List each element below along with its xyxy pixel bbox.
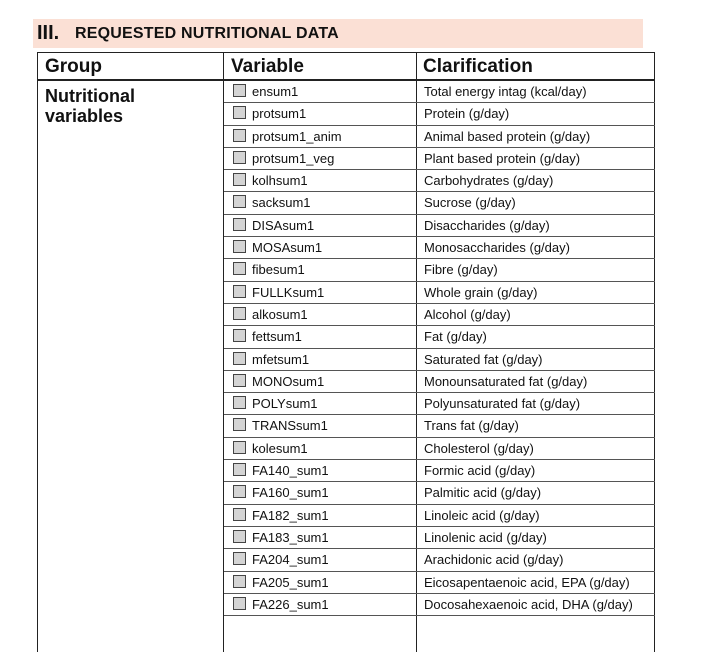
clarification-text: Eicosapentaenoic acid, EPA (g/day) <box>424 574 630 590</box>
table-row <box>224 326 655 348</box>
variable-name: mfetsum1 <box>252 351 310 367</box>
table-row <box>224 460 655 482</box>
variable-name: fettsum1 <box>252 329 302 345</box>
checkbox[interactable] <box>233 262 246 275</box>
variable-name: MONOsum1 <box>252 373 325 389</box>
checkbox[interactable] <box>233 307 246 320</box>
clarification-text: Carbohydrates (g/day) <box>424 173 554 189</box>
table-row <box>224 170 655 192</box>
table-row <box>224 103 655 125</box>
table-row <box>224 192 655 214</box>
variable-name: kolesum1 <box>252 440 308 456</box>
table-row <box>224 81 655 103</box>
table-row <box>224 126 655 148</box>
clarification-text: Plant based protein (g/day) <box>424 150 581 166</box>
table-row <box>224 393 655 415</box>
clarification-text: Cholesterol (g/day) <box>424 440 534 456</box>
table-row <box>224 282 655 304</box>
header-clarification-label: Clarification <box>423 56 533 77</box>
table-row <box>224 237 655 259</box>
table-row <box>224 215 655 237</box>
variable-name: POLYsum1 <box>252 396 318 412</box>
variable-name: protsum1_anim <box>252 128 342 144</box>
clarification-text: Whole grain (g/day) <box>424 284 538 300</box>
checkbox[interactable] <box>233 84 246 97</box>
checkbox[interactable] <box>233 463 246 476</box>
table-row <box>224 505 655 527</box>
clarification-text: Palmitic acid (g/day) <box>424 485 542 501</box>
table-row <box>224 349 655 371</box>
variable-name: DISAsum1 <box>252 217 315 233</box>
variable-name: FA204_sum1 <box>252 552 329 568</box>
clarification-text: Protein (g/day) <box>424 106 510 122</box>
table-row <box>224 594 655 616</box>
table-row <box>224 438 655 460</box>
header-clarification <box>416 53 655 81</box>
header-group <box>38 53 224 81</box>
variable-name: FA183_sum1 <box>252 529 329 545</box>
variable-name: MOSAsum1 <box>252 240 323 256</box>
checkbox[interactable] <box>233 151 246 164</box>
variable-name: ensum1 <box>252 84 299 99</box>
checkbox[interactable] <box>233 597 246 610</box>
checkbox[interactable] <box>233 575 246 588</box>
checkbox[interactable] <box>233 218 246 231</box>
clarification-text: Formic acid (g/day) <box>424 463 536 479</box>
checkbox[interactable] <box>233 173 246 186</box>
clarification-text: Arachidonic acid (g/day) <box>424 552 564 568</box>
checkbox[interactable] <box>233 195 246 208</box>
variable-name: FA160_sum1 <box>252 485 329 501</box>
section-number: III. <box>37 22 60 44</box>
clarification-text: Linoleic acid (g/day) <box>424 507 540 523</box>
clarification-text: Polyunsaturated fat (g/day) <box>424 396 581 412</box>
clarification-text: Total energy intag (kcal/day) <box>424 84 587 99</box>
clarification-text: Sucrose (g/day) <box>424 195 516 211</box>
clarification-text: Linolenic acid (g/day) <box>424 529 547 545</box>
table-row <box>224 148 655 170</box>
checkbox[interactable] <box>233 106 246 119</box>
checkbox[interactable] <box>233 530 246 543</box>
variable-name: protsum1_veg <box>252 150 335 166</box>
table-row <box>224 304 655 326</box>
table-row <box>224 549 655 571</box>
variable-name: TRANSsum1 <box>252 418 328 434</box>
variable-name: sacksum1 <box>252 195 311 211</box>
header-group-label: Group <box>45 56 102 77</box>
nutritional-data-table <box>37 52 655 652</box>
clarification-text: Fat (g/day) <box>424 329 487 345</box>
section-title: REQUESTED NUTRITIONAL DATA <box>75 25 339 42</box>
checkbox[interactable] <box>233 240 246 253</box>
checkbox[interactable] <box>233 418 246 431</box>
checkbox[interactable] <box>233 374 246 387</box>
checkbox[interactable] <box>233 129 246 142</box>
checkbox[interactable] <box>233 552 246 565</box>
checkbox[interactable] <box>233 485 246 498</box>
clarification-text: Alcohol (g/day) <box>424 306 511 322</box>
header-variable-label: Variable <box>231 56 304 77</box>
clarification-text: Fibre (g/day) <box>424 262 498 278</box>
variable-name: alkosum1 <box>252 306 308 322</box>
variable-name: FA140_sum1 <box>252 463 329 479</box>
variable-name: FA182_sum1 <box>252 507 329 523</box>
checkbox[interactable] <box>233 396 246 409</box>
table-row <box>224 482 655 504</box>
checkbox[interactable] <box>233 285 246 298</box>
variable-name: FA205_sum1 <box>252 574 329 590</box>
clarification-text: Animal based protein (g/day) <box>424 128 591 144</box>
variable-rows <box>224 81 655 616</box>
section-header <box>33 19 643 48</box>
table-row <box>224 572 655 594</box>
clarification-text: Monosaccharides (g/day) <box>424 240 570 256</box>
table-row <box>224 415 655 437</box>
variable-name: protsum1 <box>252 106 307 122</box>
checkbox[interactable] <box>233 352 246 365</box>
variable-name: FA226_sum1 <box>252 596 329 612</box>
clarification-text: Monounsaturated fat (g/day) <box>424 373 588 389</box>
variable-name: kolhsum1 <box>252 173 308 189</box>
group-label: Nutritional variables <box>45 86 135 126</box>
table-row <box>224 371 655 393</box>
table-row <box>224 259 655 281</box>
variable-name: fibesum1 <box>252 262 305 278</box>
variable-name: FULLKsum1 <box>252 284 325 300</box>
table-row <box>224 527 655 549</box>
checkbox[interactable] <box>233 508 246 521</box>
header-variable <box>224 53 416 81</box>
checkbox[interactable] <box>233 441 246 454</box>
clarification-text: Trans fat (g/day) <box>424 418 519 434</box>
clarification-text: Saturated fat (g/day) <box>424 351 543 367</box>
clarification-text: Disaccharides (g/day) <box>424 217 550 233</box>
clarification-text: Docosahexaenoic acid, DHA (g/day) <box>424 596 633 612</box>
checkbox[interactable] <box>233 329 246 342</box>
